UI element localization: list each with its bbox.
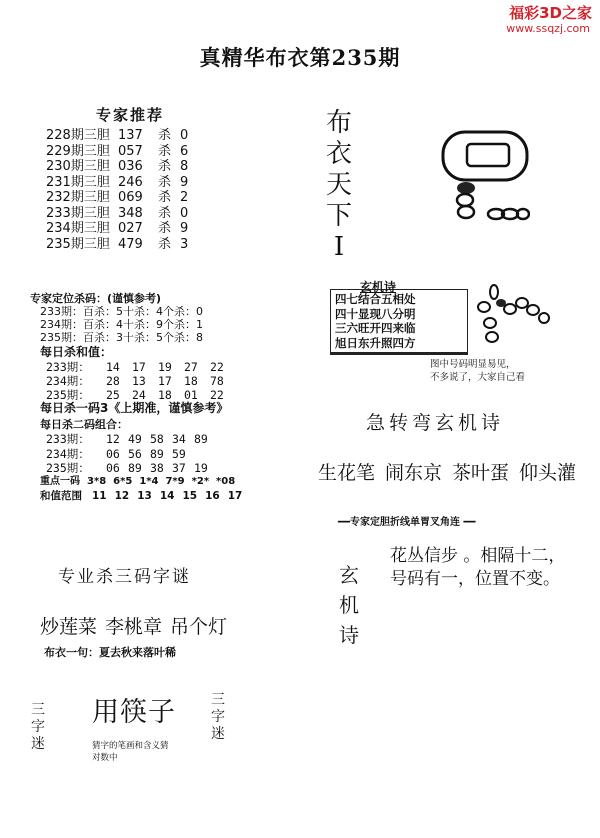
- page-title: 真精华布衣第235期: [199, 45, 401, 70]
- two-code-rows: [46, 432, 216, 476]
- poem-illustration: [470, 283, 560, 353]
- recommend-row: [46, 206, 188, 222]
- two-code-title: 每日杀二码组合：: [40, 418, 128, 431]
- recommend-kill-label: 杀: [158, 159, 172, 174]
- row-number: 78: [210, 374, 224, 388]
- recommend-row: [46, 144, 188, 160]
- recommend-kill-num: 0: [180, 205, 189, 221]
- recommend-nums: 057: [118, 143, 143, 159]
- three-riddle-char: 迷: [31, 736, 45, 752]
- row-number: 18: [184, 374, 198, 388]
- recommend-period: 233期三胆: [46, 205, 110, 221]
- two-code-row: [46, 432, 216, 447]
- recommend-kill-num: 8: [180, 159, 189, 174]
- row-number: 28: [106, 374, 120, 388]
- row-number: 89: [194, 432, 208, 446]
- recommend-row: [46, 237, 188, 253]
- row-number: 01: [184, 388, 198, 402]
- key-item: *2*: [191, 476, 210, 487]
- recommend-kill-label: 杀: [158, 190, 172, 205]
- row-label: 233期：: [46, 360, 90, 374]
- range-number: 12: [114, 490, 130, 502]
- range-number: 15: [182, 490, 198, 502]
- row-number: 58: [150, 432, 164, 446]
- row-number: 17: [158, 374, 172, 388]
- three-riddle-char: 迷: [211, 726, 225, 742]
- recommend-kill-num: 9: [180, 174, 189, 190]
- poem-line: 四十显现八分明: [335, 306, 416, 321]
- xuanji-vertical: [336, 560, 362, 650]
- recommend-kill-num: 9: [180, 221, 189, 236]
- row-number: 56: [128, 446, 142, 461]
- row-number: 37: [172, 461, 186, 475]
- range-number: 16: [205, 490, 220, 502]
- three-riddle-char: 字: [31, 719, 45, 735]
- row-number: 38: [150, 461, 164, 475]
- key-item: 3*8: [87, 476, 107, 487]
- row-number: 89: [150, 446, 164, 461]
- buyi-line: 布衣一句：夏去秋来落叶稀: [44, 646, 176, 659]
- recommend-period: 234期三胆: [46, 221, 110, 236]
- position-kill-title: 专家定位杀码：(谨慎参考): [30, 292, 162, 305]
- xuanji-line: 花丛信步 。相隔十二，: [390, 546, 566, 566]
- row-label: 233期：: [46, 432, 90, 446]
- three-riddle-right: [210, 692, 226, 743]
- range-number: 13: [137, 490, 152, 502]
- three-riddle-char: 字: [211, 709, 225, 725]
- vertical-title-char: 衣: [325, 139, 352, 169]
- recommend-period: 228期三胆: [46, 128, 110, 143]
- three-riddle-char: 三: [31, 702, 45, 718]
- row-label: 234期：: [46, 446, 90, 461]
- xuanji-text: [390, 545, 565, 591]
- riddle-item: 仰头灌: [519, 462, 577, 484]
- position-kill-row: 234期：百杀：4十杀：9个杀：1: [40, 318, 203, 331]
- vertical-title-char: 下: [325, 201, 352, 231]
- hint-line: 猜字的笔画和含义猜: [92, 741, 169, 751]
- vertical-title-char: I: [333, 232, 345, 262]
- recommend-period: 229期三胆: [46, 143, 110, 159]
- key-item: 1*4: [139, 476, 159, 487]
- vertical-title-char: 布: [325, 108, 352, 138]
- position-kill-row: 233期：百杀：5十杀：4个杀：0: [40, 305, 203, 318]
- site-watermark-title: 福彩3D之家: [509, 4, 592, 22]
- riddle-hint: [92, 740, 192, 764]
- xuanji-line: 号码有一，位置不变。: [390, 569, 560, 589]
- sum-row: [46, 360, 236, 374]
- two-code-row: [46, 447, 216, 462]
- row-number: 89: [128, 461, 142, 475]
- recommend-kill-num: 2: [180, 190, 189, 205]
- riddle-item: 闹东京: [385, 462, 443, 484]
- poem-box: [330, 289, 468, 355]
- sum-row: [46, 388, 236, 402]
- hint-line: 对数中: [92, 753, 118, 763]
- row-number: 49: [128, 432, 142, 446]
- poem-head: 玄机诗: [360, 280, 397, 294]
- chopsticks-riddle: 用筷子: [92, 697, 176, 728]
- poem-line: 三六旺开四来临: [335, 321, 416, 335]
- vertical-title: [322, 108, 356, 263]
- recommend-kill-label: 杀: [158, 128, 172, 143]
- position-kill-row: 235期：百杀：3十杀：5个杀：8: [40, 331, 203, 344]
- xuanji-char: 玄: [339, 563, 359, 587]
- three-riddle-left: [30, 702, 46, 753]
- row-number: 25: [106, 388, 120, 402]
- kill-three-title: 专业杀三码字谜: [58, 567, 191, 587]
- sum-kill-title: 每日杀和值：: [40, 345, 113, 359]
- recommend-period: 231期三胆: [46, 174, 110, 190]
- row-number: 19: [194, 461, 208, 475]
- recommend-kill-num: 3: [180, 236, 189, 252]
- row-number: 22: [210, 360, 224, 374]
- riddle-item: 生花笔: [318, 462, 376, 484]
- recommend-nums: 246: [118, 174, 143, 190]
- recommend-row: [46, 190, 188, 206]
- recommend-nums: 348: [118, 205, 143, 221]
- urgent-title: 急转弯玄机诗: [366, 412, 505, 434]
- sum-row: [46, 374, 236, 388]
- range-label: 和值范围: [40, 490, 82, 502]
- row-number: 27: [184, 360, 198, 374]
- food-item: 炒莲菜: [40, 616, 98, 638]
- row-number: 18: [158, 388, 172, 402]
- row-number: 12: [106, 432, 120, 446]
- recommend-kill-label: 杀: [158, 205, 172, 221]
- recommend-kill-label: 杀: [158, 221, 172, 236]
- illustration-note: [430, 358, 570, 384]
- three-riddle-char: 三: [211, 692, 225, 708]
- recommend-period: 232期三胆: [46, 190, 110, 205]
- row-number: 59: [172, 446, 186, 461]
- recommend-list: [46, 128, 188, 252]
- row-label: 235期：: [46, 461, 90, 475]
- sum-kill-rows: [46, 360, 236, 402]
- one-code-line: 每日杀一码3《上期准，谨慎参考》: [40, 401, 229, 415]
- food-riddles: [40, 612, 235, 639]
- recommend-nums: 069: [118, 190, 143, 205]
- row-label: 234期：: [46, 374, 90, 388]
- recommend-row: [46, 159, 188, 175]
- poem-line: 四七结合五相处: [335, 292, 416, 306]
- row-number: 22: [210, 388, 224, 402]
- row-number: 24: [132, 388, 146, 402]
- recommend-kill-num: 6: [180, 143, 189, 159]
- key-item: *08: [216, 476, 236, 487]
- recommend-row: [46, 221, 188, 237]
- recommend-nums: 027: [118, 221, 143, 236]
- recommend-kill-label: 杀: [158, 236, 172, 252]
- key-label: 重点一码: [40, 476, 80, 487]
- sum-range-row: [40, 490, 250, 503]
- recommend-row: [46, 128, 188, 144]
- row-number: 06: [106, 461, 120, 475]
- row-number: 19: [158, 360, 172, 374]
- recommend-kill-label: 杀: [158, 143, 172, 159]
- two-code-row: [46, 461, 216, 476]
- recommend-nums: 036: [118, 159, 143, 174]
- pattern-illustration: [410, 118, 530, 228]
- row-number: 17: [132, 360, 146, 374]
- recommend-period: 235期三胆: [46, 236, 110, 252]
- row-number: 06: [106, 446, 120, 461]
- recommend-period: 230期三胆: [46, 159, 110, 174]
- recommend-kill-label: 杀: [158, 174, 172, 190]
- recommend-kill-num: 0: [180, 128, 189, 143]
- riddle-item: 茶叶蛋: [452, 462, 510, 484]
- food-item: 李桃章: [105, 616, 163, 638]
- recommend-nums: 479: [118, 236, 143, 252]
- range-number: 11: [92, 490, 107, 502]
- range-number: 14: [159, 490, 175, 502]
- riddle-row: [318, 458, 586, 485]
- key-item: 7*9: [165, 476, 185, 487]
- range-number: 17: [227, 490, 243, 502]
- xuanji-char: 机: [339, 593, 359, 617]
- row-number: 13: [132, 374, 146, 388]
- recommend-row: [46, 175, 188, 191]
- recommend-nums: 137: [118, 128, 143, 143]
- note-line: 图中号码明显易见，: [430, 359, 516, 370]
- recommend-title: 专家推荐: [96, 106, 165, 124]
- row-label: 235期：: [46, 388, 90, 402]
- food-item: 吊个灯: [170, 616, 228, 638]
- key-item: 6*5: [113, 476, 133, 487]
- dash-line: ━━专家定胆折线单胃叉角连 ━━: [338, 517, 476, 528]
- xuanji-char: 诗: [339, 623, 359, 647]
- row-number: 34: [172, 432, 186, 446]
- position-kill-rows: [40, 305, 203, 344]
- site-watermark-url: www.ssqzj.com: [506, 22, 590, 35]
- vertical-title-char: 天: [325, 170, 352, 200]
- note-line: 不多说了，大家自己看: [430, 372, 526, 383]
- row-number: 14: [106, 360, 120, 374]
- key-one-code-row: [40, 475, 242, 488]
- poem-line: 旭日东升照四方: [335, 335, 416, 350]
